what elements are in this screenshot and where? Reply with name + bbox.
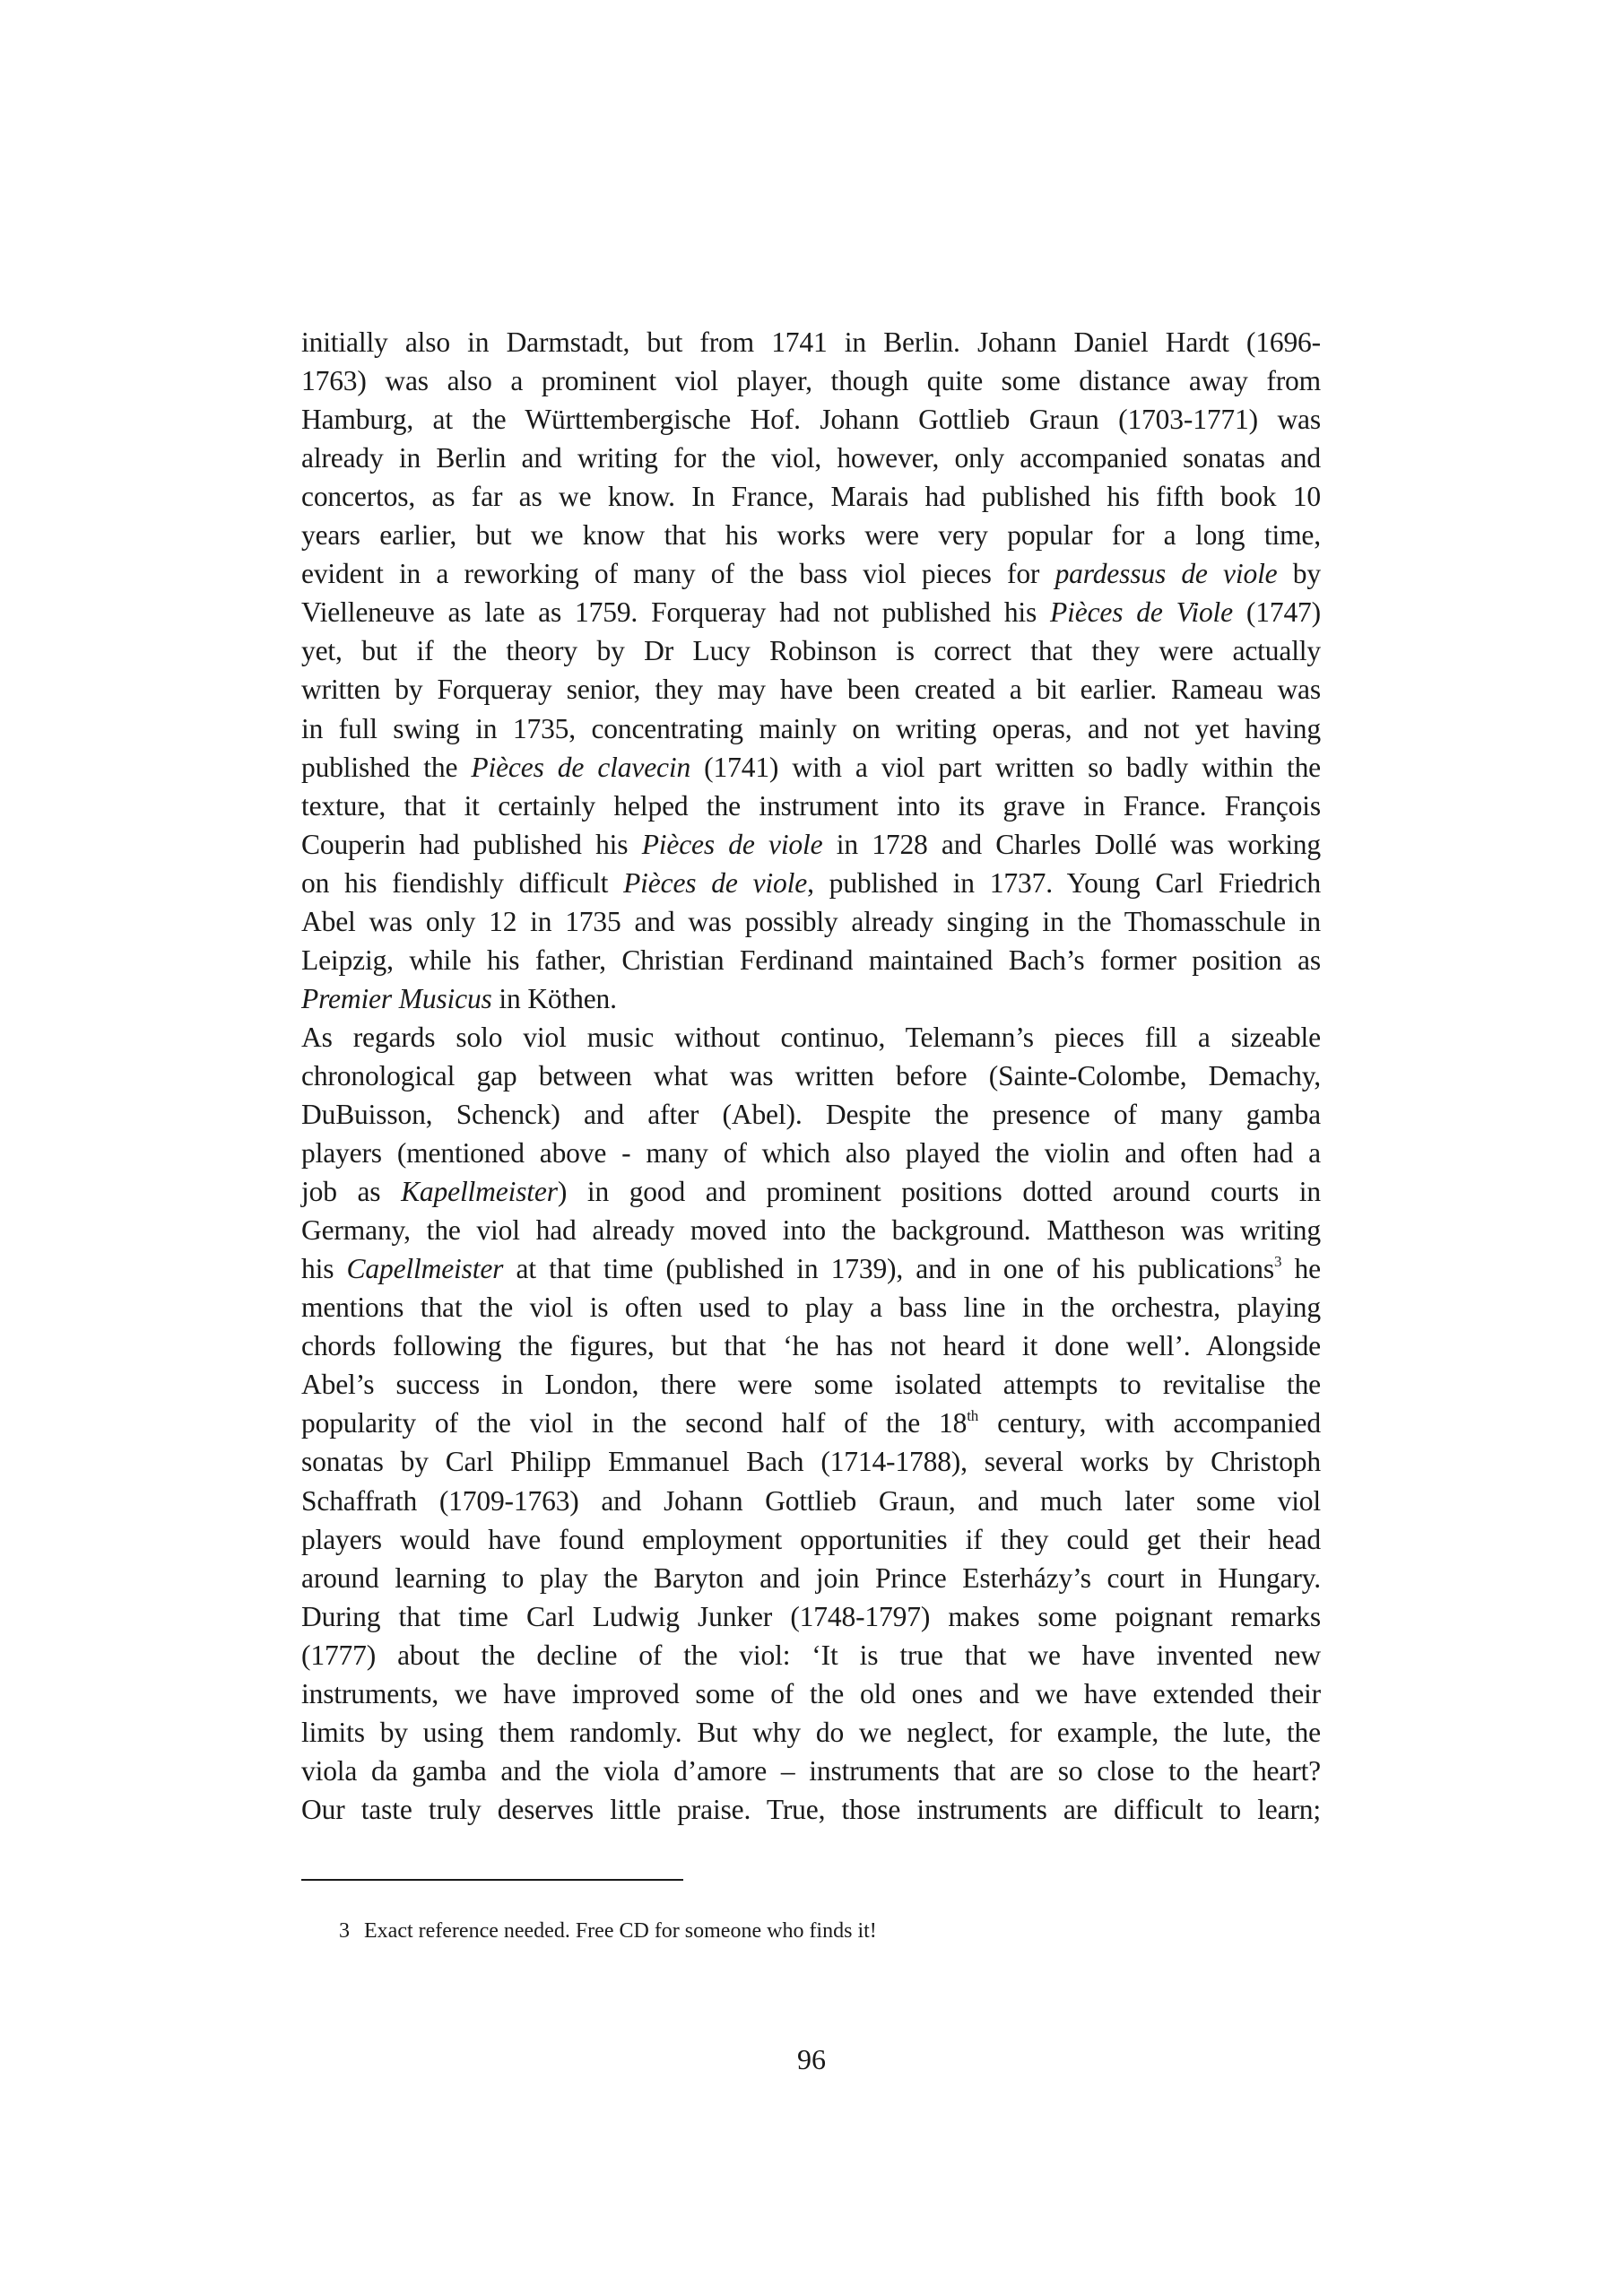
text-run: (1747) <box>1233 596 1321 629</box>
footnote-text: Exact reference needed. Free CD for someone who finds it! <box>364 1919 877 1943</box>
text-run: Germany, the viol had already moved into the background. Mattheson was writing <box>301 1214 1321 1247</box>
text-run: Our taste truly deserves little praise. True, those instruments are difficult to learn; <box>301 1793 1321 1825</box>
text-run: chronological gap between what was written before (Sainte-Colombe, Demachy, <box>301 1059 1321 1091</box>
body-text-line <box>301 1211 1321 1249</box>
italic-title: Pièces de viole <box>623 866 808 899</box>
text-run: mentions that the viol is often used to play a bass line in the orchestra, playing <box>301 1292 1321 1324</box>
text-run: yet, but if the theory by Dr Lucy Robinson is correct that they were actually <box>301 635 1321 667</box>
footnote-number: 3 <box>339 1919 350 1943</box>
body-text-line <box>301 902 1321 941</box>
text-run: already in Berlin and writing for the viol, however, only accompanied sonatas and <box>301 442 1321 474</box>
body-text-line <box>301 1326 1321 1365</box>
body-text-line <box>301 323 1321 361</box>
text-run: players (mentioned above - many of which also played the violin and often had a <box>301 1137 1321 1170</box>
text-run: players would have found employment opportunities if they could get their head <box>301 1523 1321 1555</box>
body-text-line <box>301 1134 1321 1172</box>
italic-title: Kapellmeister <box>401 1176 558 1208</box>
body-text-line <box>301 825 1321 864</box>
text-run: 1763) was also a prominent viol player, though quite some distance away from <box>301 365 1321 397</box>
text-run: on his fiendishly difficult <box>301 866 624 899</box>
body-text-line <box>301 1288 1321 1326</box>
text-run: texture, that it certainly helped the instrument into its grave in France. François <box>301 789 1321 822</box>
text-run: published the <box>301 751 472 783</box>
body-text-line <box>301 361 1321 400</box>
text-run: , published in 1737. Young Carl Friedrich <box>807 866 1321 899</box>
body-text-line <box>301 709 1321 748</box>
text-run: at that time (published in 1739), and in one of his publications <box>503 1253 1274 1285</box>
text-run: evident in a reworking of many of the bass viol pieces for <box>301 558 1055 590</box>
body-text-line <box>301 1559 1321 1597</box>
text-run: instruments, we have improved some of the old ones and we have extended their <box>301 1677 1321 1709</box>
body-text-line <box>301 748 1321 787</box>
body-text-line <box>301 787 1321 825</box>
body-text-line <box>301 1018 1321 1057</box>
footnote-3 <box>339 1918 877 1944</box>
body-text-line <box>301 1674 1321 1713</box>
italic-title: Premier Musicus <box>301 982 492 1014</box>
body-text-line <box>301 400 1321 439</box>
text-run: Vielleneuve as late as 1759. Forqueray had not published his <box>301 596 1051 629</box>
text-run: by <box>1277 558 1321 590</box>
body-text-line <box>301 670 1321 709</box>
body-text-line <box>301 1442 1321 1481</box>
text-run: limits by using them randomly. But why do we neglect, for example, the lute, the <box>301 1716 1321 1748</box>
body-text-line <box>301 516 1321 554</box>
footnote-separator-rule <box>301 1879 683 1881</box>
body-text-line <box>301 1636 1321 1674</box>
italic-title: Pièces de clavecin <box>471 751 691 783</box>
text-run: sonatas by Carl Philipp Emmanuel Bach (1714-1788), several works by Christoph <box>301 1446 1321 1478</box>
body-text-line <box>301 1713 1321 1752</box>
body-text-line <box>301 477 1321 516</box>
body-text-line <box>301 941 1321 979</box>
text-run: in Köthen. <box>491 982 617 1014</box>
body-text-line <box>301 1520 1321 1559</box>
text-run: popularity of the viol in the second half of the 18 <box>301 1407 968 1439</box>
text-run: chords following the figures, but that ‘he has not heard it done well’. Alongside <box>301 1330 1321 1362</box>
body-text-line <box>301 1057 1321 1095</box>
body-text-line <box>301 1752 1321 1790</box>
text-run: around learning to play the Baryton and join Prince Esterházy’s court in Hungary. <box>301 1561 1321 1594</box>
italic-title: Capellmeister <box>346 1253 504 1285</box>
text-run: (1777) about the decline of the viol: ‘It is true that we have invented new <box>301 1639 1321 1671</box>
text-run: initially also in Darmstadt, but from 1741 in Berlin. Johann Daniel Hardt (1696- <box>301 326 1321 358</box>
footnote-reference: th <box>967 1407 979 1425</box>
italic-title: pardessus de viole <box>1055 558 1278 590</box>
footnote-reference: 3 <box>1274 1253 1282 1271</box>
text-run: Hamburg, at the Württembergische Hof. Johann Gottlieb Graun (1703-1771) was <box>301 404 1321 436</box>
body-text-line <box>301 1249 1321 1288</box>
text-run: in 1728 and Charles Dollé was working <box>822 828 1322 860</box>
body-text-line <box>301 631 1321 670</box>
text-run: years earlier, but we know that his works were very popular for a long time, <box>301 519 1321 552</box>
text-run: ) in good and prominent positions dotted around courts in <box>557 1176 1321 1208</box>
body-text-line <box>301 1095 1321 1134</box>
italic-title: Pièces de viole <box>641 828 823 860</box>
text-run: he <box>1281 1253 1321 1285</box>
text-run: DuBuisson, Schenck) and after (Abel). Despite the presence of many gamba <box>301 1099 1321 1130</box>
body-text-line <box>301 1597 1321 1636</box>
body-text-line <box>301 1404 1321 1442</box>
text-run: (1741) with a viol part written so badly within the <box>690 751 1321 783</box>
text-run: concertos, as far as we know. In France, Marais had published his fifth book 10 <box>301 481 1321 513</box>
body-text-line <box>301 554 1321 593</box>
italic-title: Pièces de Viole <box>1050 596 1233 629</box>
body-text-line <box>301 593 1321 631</box>
body-text-line <box>301 979 1321 1018</box>
body-text-line <box>301 1172 1321 1211</box>
text-run: Abel was only 12 in 1735 and was possibly already singing in the Thomasschule in <box>301 905 1321 937</box>
body-text-line <box>301 864 1321 902</box>
text-run: his <box>301 1253 347 1285</box>
body-text-line <box>301 1790 1321 1829</box>
text-run: During that time Carl Ludwig Junker (1748-1797) makes some poignant remarks <box>301 1600 1321 1632</box>
page-number: 96 <box>797 2043 826 2075</box>
body-text-line <box>301 1365 1321 1404</box>
text-run: written by Forqueray senior, they may have been created a bit earlier. Rameau was <box>301 674 1321 706</box>
text-run: job as <box>301 1176 402 1208</box>
text-run: in full swing in 1735, concentrating mainly on writing operas, and not yet having <box>301 712 1321 744</box>
text-run: viola da gamba and the viola d’amore – instruments that are so close to the heart? <box>301 1754 1321 1787</box>
text-run: century, with accompanied <box>978 1407 1321 1439</box>
text-run: Couperin had published his <box>301 828 642 860</box>
body-text-line <box>301 439 1321 477</box>
text-run: Abel’s success in London, there were some isolated attempts to revitalise the <box>301 1369 1321 1401</box>
text-run: Leipzig, while his father, Christian Ferdinand maintained Bach’s former position as <box>301 944 1321 976</box>
text-run: Schaffrath (1709-1763) and Johann Gottlieb Graun, and much later some viol <box>301 1484 1321 1517</box>
body-text-line <box>301 1482 1321 1520</box>
text-run: As regards solo viol music without continuo, Telemann’s pieces fill a sizeable <box>301 1021 1321 1053</box>
